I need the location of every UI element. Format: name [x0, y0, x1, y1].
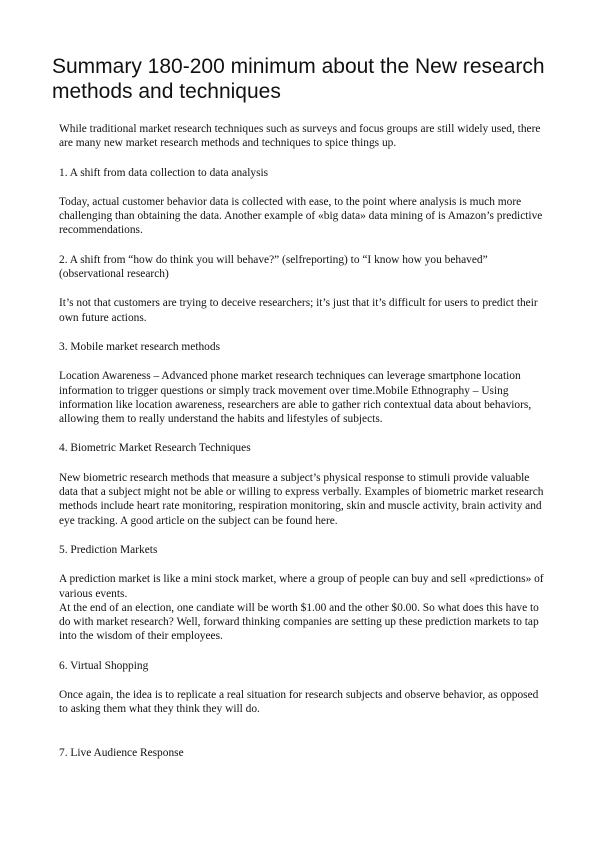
section-heading-6: 6. Virtual Shopping [59, 659, 149, 672]
section-paragraph-2: It’s not that customers are trying to deceive researchers; it’s just that it’s difficult for users to predict their own future actions. [59, 297, 538, 324]
document-title: Summary 180-200 minimum about the New research methods and techniques [52, 55, 545, 103]
section-paragraph-5b: At the end of an election, one candiate will be worth $1.00 and the other $0.00. So what does this have to do with market research? Well, forward thinking companies are setting up these prediction markets to tap into the wisdom of their employees. [59, 601, 539, 643]
document-body [59, 122, 549, 775]
section-heading-1: 1. A shift from data collection to data analysis [59, 166, 269, 179]
section-paragraph-1: Today, actual customer behavior data is collected with ease, to the point where analysis is much more challenging than obtaining the data. Another example of «big data» data mining of is Amazon’s predictive recommendations. [59, 195, 543, 237]
section-heading-3: 3. Mobile market research methods [59, 340, 220, 353]
section-paragraph-6: Once again, the idea is to replicate a real situation for research subjects and observe behavior, as opposed to asking them what they think they will do. [59, 689, 539, 716]
section-heading-7: 7. Live Audience Response [59, 746, 184, 759]
section-paragraph-4: New biometric research methods that measure a subject’s physical response to stimuli provide valuable data that a subject might not be able or willing to express verbally. Examples of biometric market research methods include heart rate monitoring, respiration monitoring, skin and muscle activity, brain activity and eye tracking. A good article on the subject can be found here. [59, 471, 544, 527]
spacer [59, 732, 549, 746]
section-heading-5: 5. Prediction Markets [59, 543, 158, 556]
section-paragraph-3: Location Awareness – Advanced phone market research techniques can leverage smartphone location information to trigger questions or simply track movement over time.Mobile Ethnography – Using information like location awareness, researchers are able to gather rich contextual data about behaviors, allowing them to really understand the habits and lifestyles of subjects. [59, 370, 532, 426]
section-heading-4: 4. Biometric Market Research Techniques [59, 442, 251, 455]
section-paragraph-5a: A prediction market is like a mini stock market, where a group of people can buy and sell «predictions» of various events. [59, 573, 544, 600]
section-heading-2: 2. A shift from “how do think you will behave?” (selfreporting) to “I know how you behaved” (observational research) [59, 253, 488, 281]
intro-paragraph: While traditional market research techniques such as surveys and focus groups are still widely used, there are many new market research methods and techniques to spice things up. [59, 123, 541, 150]
